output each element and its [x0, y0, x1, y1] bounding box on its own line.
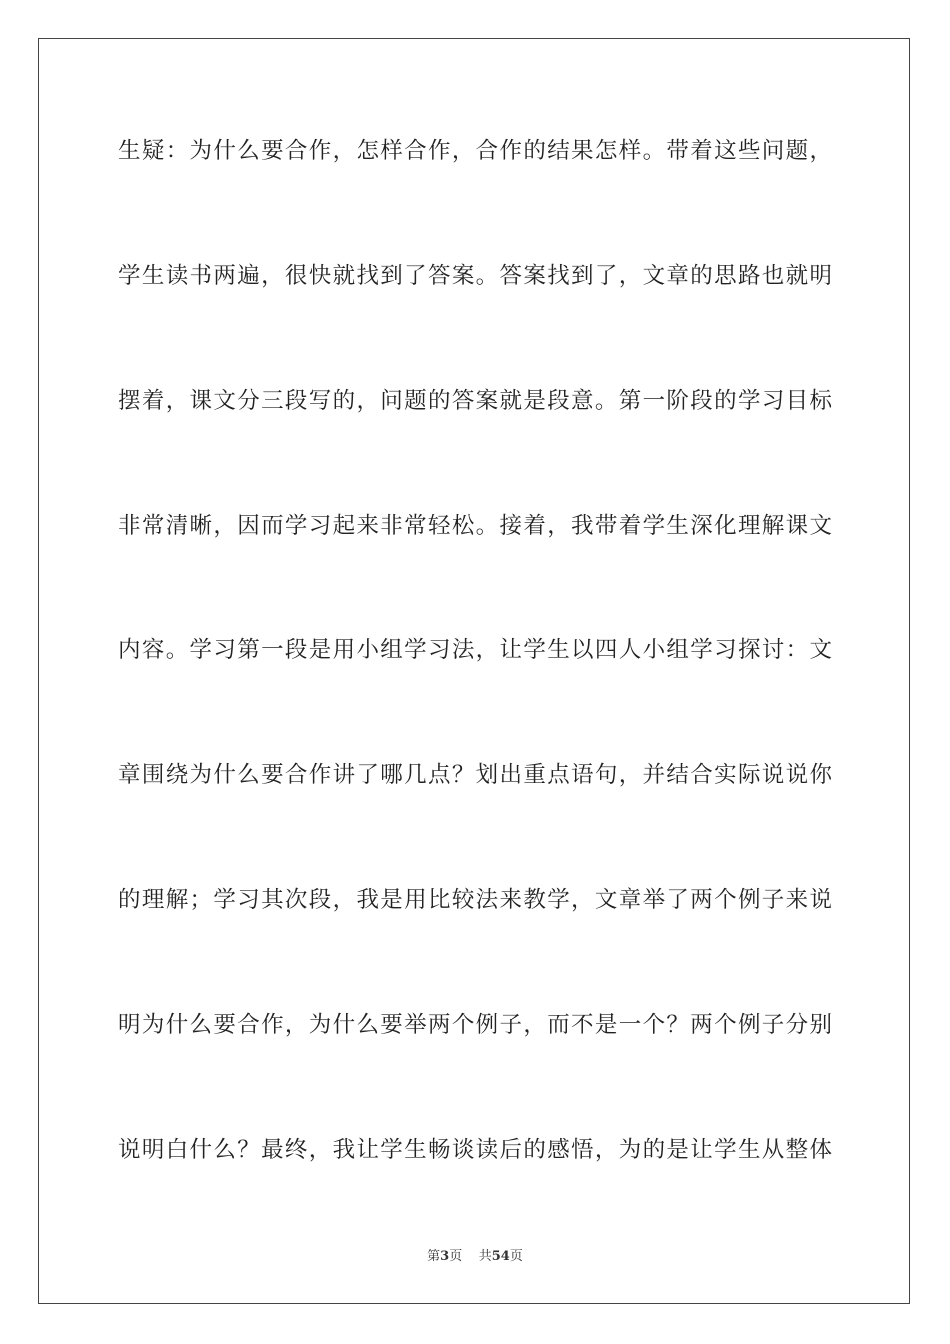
- page-footer: [0, 1248, 950, 1266]
- total-pages: 54: [491, 1249, 510, 1264]
- body-text-line-5: 内容。学习第一段是用小组学习法，让学生以四人小组学习探讨：文: [118, 637, 832, 663]
- body-text-line-1: 生疑：为什么要合作，怎样合作，合作的结果怎样。带着这些问题，: [118, 138, 832, 164]
- body-text-line-8: 明为什么要合作，为什么要举两个例子，而不是一个？两个例子分别: [118, 1012, 832, 1038]
- body-text-line-9: 说明白什么？最终，我让学生畅谈读后的感悟，为的是让学生从整体: [118, 1137, 832, 1163]
- page-prefix: 第: [427, 1249, 441, 1264]
- page-number: 3: [440, 1249, 450, 1264]
- body-text-line-2: 学生读书两遍，很快就找到了答案。答案找到了，文章的思路也就明: [118, 263, 832, 289]
- body-text-line-7: 的理解；学习其次段，我是用比较法来教学，文章举了两个例子来说: [118, 887, 832, 913]
- page-suffix: 页: [449, 1249, 463, 1264]
- body-text-line-4: 非常清晰，因而学习起来非常轻松。接着，我带着学生深化理解课文: [118, 513, 832, 539]
- total-prefix: 共: [478, 1249, 492, 1264]
- total-suffix: 页: [509, 1249, 523, 1264]
- page-border: [38, 38, 910, 1304]
- body-text-line-3: 摆着，课文分三段写的，问题的答案就是段意。第一阶段的学习目标: [118, 388, 832, 414]
- body-text-line-6: 章围绕为什么要合作讲了哪几点？划出重点语句，并结合实际说说你: [118, 762, 832, 788]
